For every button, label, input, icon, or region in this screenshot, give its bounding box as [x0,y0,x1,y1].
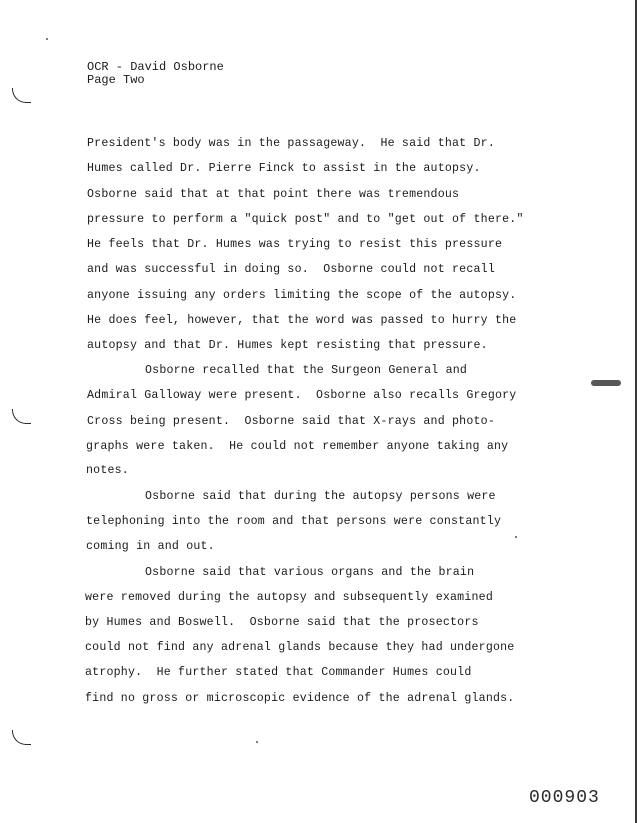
body-line: He does feel, however, that the word was passed to hurry the [87,314,517,327]
body-line: Osborne said that various organs and the brain [145,566,475,579]
body-line: were removed during the autopsy and subsequently examined [85,591,493,604]
body-line: by Humes and Boswell. Osborne said that the prosectors [85,616,479,629]
body-line: anyone issuing any orders limiting the scope of the autopsy. [87,289,517,302]
body-line: President's body was in the passageway. He said that Dr. [87,137,495,150]
body-line: find no gross or microscopic evidence of the adrenal glands. [85,692,515,705]
body-line: telephoning into the room and that persons were constantly [86,515,502,528]
body-line: Humes called Dr. Pierre Finck to assist in the autopsy. [87,162,481,175]
document-number-stamp: 000903 [529,788,600,808]
body-line: notes. [86,464,129,477]
body-line: Osborne recalled that the Surgeon General and [145,364,468,377]
body-line: Admiral Galloway were present. Osborne also recalls Gregory [87,389,517,402]
body-line: atrophy. He further stated that Commander Humes could [85,666,472,679]
body-line: Osborne said that during the autopsy persons were [145,490,496,503]
body-line: pressure to perform a "quick post" and to "get out of there." [87,213,524,226]
body-line: Osborne said that at that point there was tremendous [87,188,460,201]
body-line: graphs were taken. He could not remember anyone taking any [86,440,509,453]
body-line: He feels that Dr. Humes was trying to resist this pressure [87,238,503,251]
body-line: and was successful in doing so. Osborne could not recall [87,263,495,276]
header-title: OCR - David Osborne [87,60,224,74]
body-line: coming in and out. [86,540,215,553]
body-line: Cross being present. Osborne said that X-rays and photo- [87,415,495,428]
body-line: autopsy and that Dr. Humes kept resisting that pressure. [87,339,488,352]
body-line: could not find any adrenal glands because they had undergone [85,641,515,654]
header-page-label: Page Two [87,73,145,87]
